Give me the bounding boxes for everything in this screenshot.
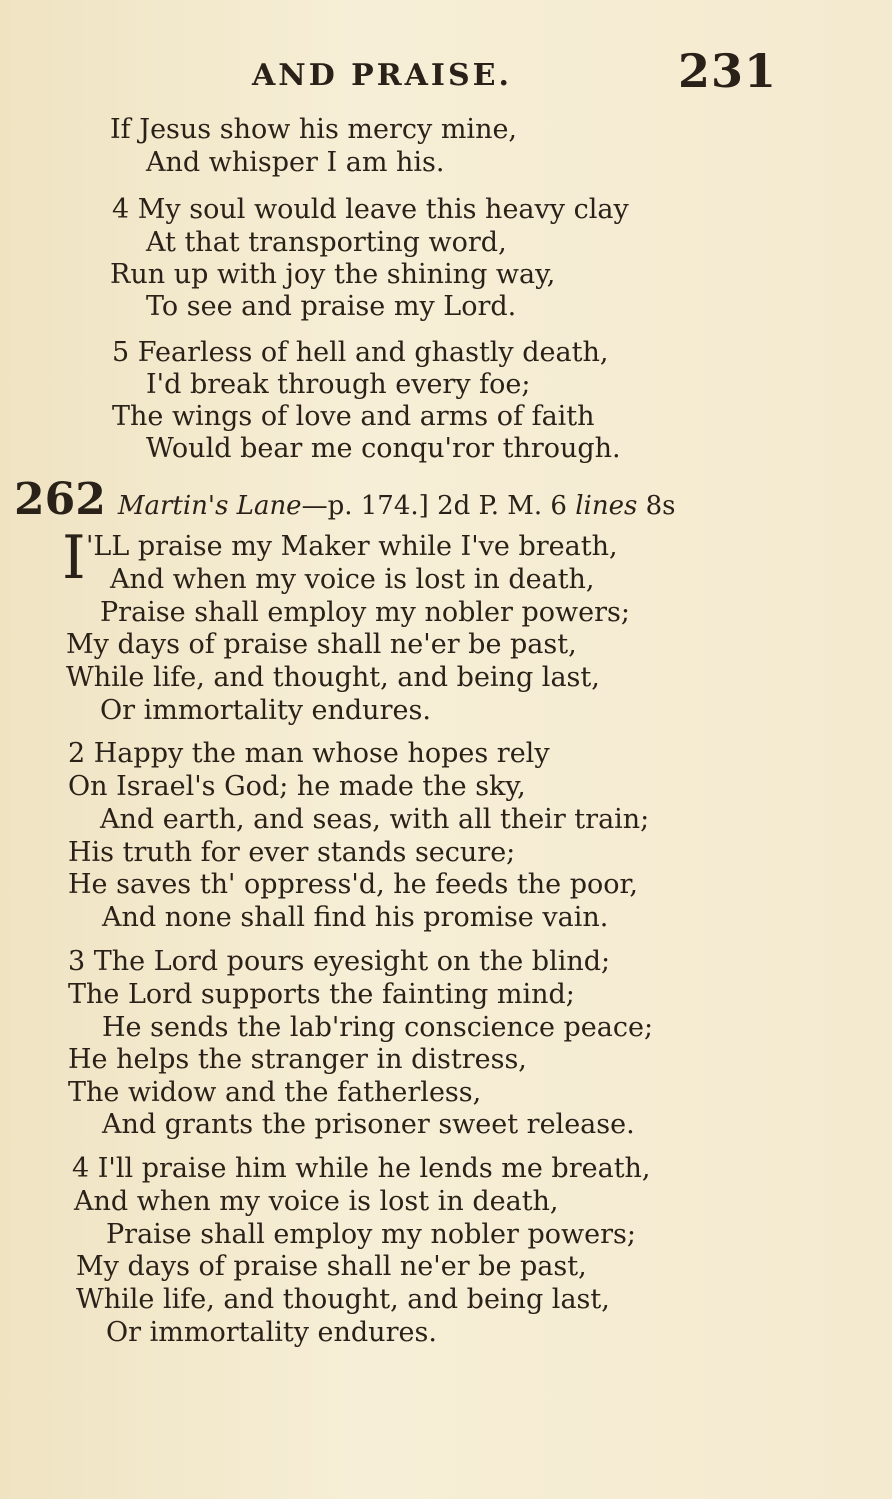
verse-line: And grants the prisoner sweet release.: [102, 1109, 635, 1140]
verse-line: My days of praise shall ne'er be past,: [66, 629, 577, 660]
verse-line: And when my voice is lost in death,: [74, 1186, 559, 1217]
tune-name: Martin's Lane: [117, 491, 302, 521]
verse-line: On Israel's God; he made the sky,: [68, 771, 526, 802]
verse-line: The Lord supports the fainting mind;: [68, 979, 575, 1010]
verse-line: And whisper I am his.: [146, 147, 445, 178]
tune-reference: —p. 174.]: [301, 491, 429, 521]
verse-line: The wings of love and arms of faith: [112, 401, 595, 432]
verse-line: Or immortality endures.: [106, 1317, 437, 1348]
hymn-number: 262: [14, 474, 106, 525]
hymn-heading: [14, 474, 676, 525]
verse-line: I'd break through every foe;: [146, 369, 531, 400]
verse-line: His truth for ever stands secure;: [68, 837, 516, 868]
verse-line: While life, and thought, and being last,: [76, 1284, 610, 1315]
page-header: [0, 44, 892, 104]
verse-line: The widow and the fatherless,: [68, 1077, 482, 1108]
meter-suffix: lines: [575, 491, 638, 521]
verse-line: While life, and thought, and being last,: [66, 662, 600, 693]
verse-line: My days of praise shall ne'er be past,: [76, 1251, 587, 1282]
verse-line: If Jesus show his mercy mine,: [110, 114, 518, 145]
hymn-info: [118, 491, 676, 521]
verse-line: 4 My soul would leave this heavy clay: [112, 194, 629, 225]
verse-line: 4 I'll praise him while he lends me breath,: [72, 1153, 651, 1184]
drop-cap: I: [62, 523, 86, 593]
verse-line: Would bear me conqu'ror through.: [146, 433, 621, 464]
verse-line: And earth, and seas, with all their train;: [100, 804, 650, 835]
running-head: AND PRAISE.: [252, 58, 512, 93]
verse-line: 3 The Lord pours eyesight on the blind;: [68, 946, 611, 977]
verse-line: 5 Fearless of hell and ghastly death,: [112, 337, 609, 368]
verse-line: Or immortality endures.: [100, 695, 431, 726]
verse-line: To see and praise my Lord.: [146, 291, 517, 322]
verse-line: He saves th' oppress'd, he feeds the poor,: [68, 869, 639, 900]
verse-line: He sends the lab'ring conscience peace;: [102, 1012, 654, 1043]
meter: 2d P. M. 6: [437, 491, 567, 521]
verse-line: Run up with joy the shining way,: [110, 259, 556, 290]
meter-tail: 8s: [645, 491, 676, 521]
verse-line: He helps the stranger in distress,: [68, 1044, 527, 1075]
verse-line: 'LL praise my Maker while I've breath,: [86, 531, 618, 562]
verse-line: At that transporting word,: [146, 227, 507, 258]
verse-line: Praise shall employ my nobler powers;: [106, 1219, 636, 1250]
page-number: 231: [678, 44, 778, 98]
verse-line: And when my voice is lost in death,: [110, 564, 595, 595]
verse-line: And none shall find his promise vain.: [102, 902, 609, 933]
verse-line: Praise shall employ my nobler powers;: [100, 597, 630, 628]
verse-line: 2 Happy the man whose hopes rely: [68, 738, 550, 769]
